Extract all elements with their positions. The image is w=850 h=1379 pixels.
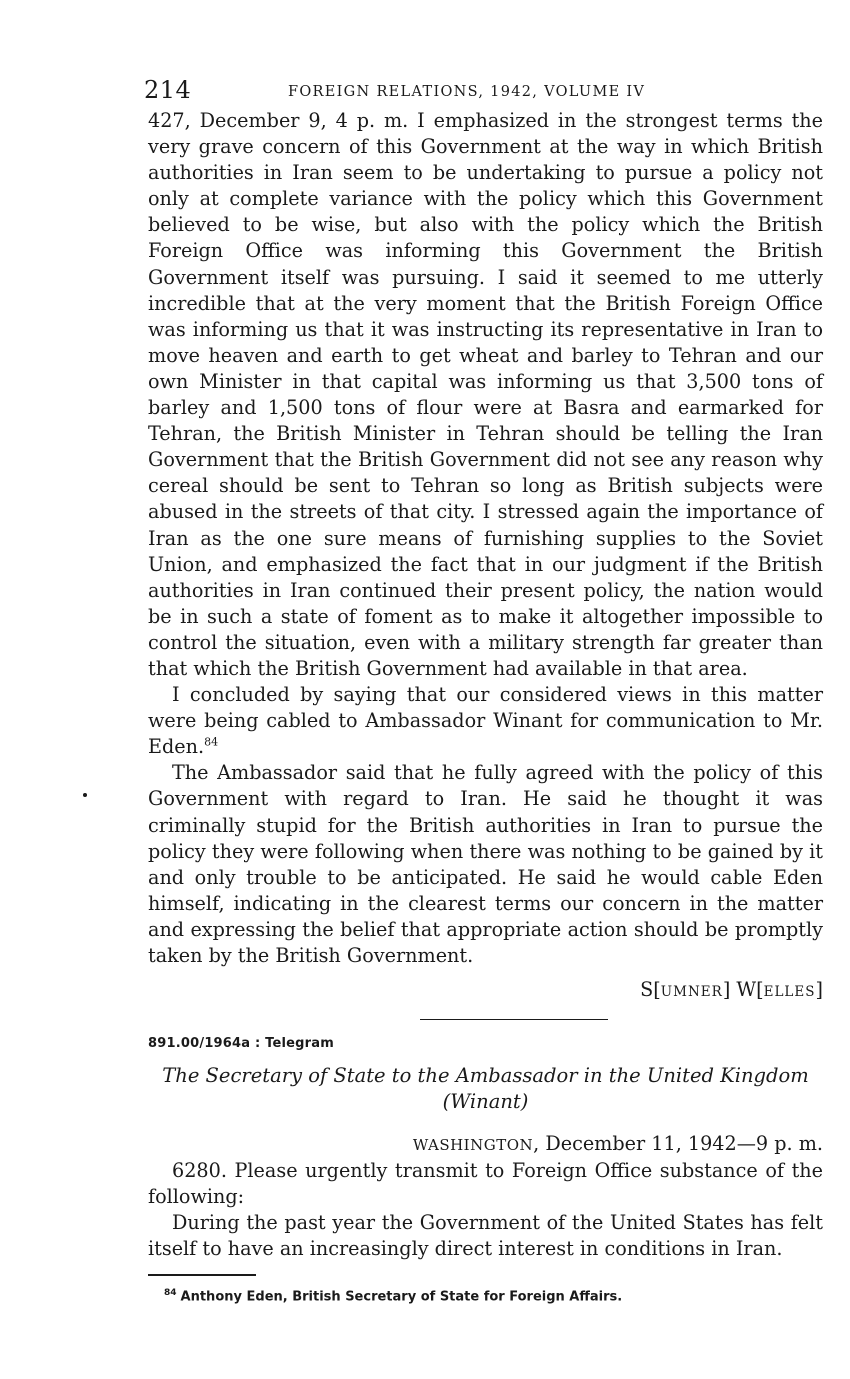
body-paragraph-2-text: I concluded by saying that our considered views in this matter were being cabled to Ambassador Winant for communication to Mr. Eden. — [148, 683, 823, 759]
document-title-line-1: The Secretary of State to the Ambassador in the United Kingdom — [162, 1064, 809, 1088]
footnote-reference: 84 — [204, 735, 219, 749]
telegram-paragraph-1: 6280. Please urgently transmit to Foreign Office substance of the following: — [148, 1159, 823, 1209]
file-reference: 891.00/1964a : Telegram — [148, 1036, 334, 1052]
document-title-line-2: (Winant) — [442, 1090, 529, 1114]
signature-part: ] — [815, 978, 823, 1002]
dateline — [148, 1131, 823, 1158]
signature-part: UMNER — [660, 984, 723, 1001]
footnote-rule — [148, 1274, 256, 1276]
document-title — [148, 1063, 823, 1115]
signature — [148, 977, 823, 1005]
footnote-mark: 84 — [164, 1288, 177, 1299]
page-number: 214 — [144, 76, 192, 104]
telegram-paragraph-2: During the past year the Government of the United States has felt itself to have an increasingly direct interest in conditions in Iran. — [148, 1211, 823, 1261]
signature-part: ELLES — [763, 984, 816, 1001]
signature-part: ] W[ — [722, 978, 764, 1002]
section-divider — [420, 1019, 608, 1020]
signature-part: S[ — [640, 978, 661, 1002]
running-head — [144, 74, 823, 108]
dateline-place: WASHINGTON — [412, 1136, 534, 1155]
footnote-text: Anthony Eden, British Secretary of State for Foreign Affairs. — [180, 1289, 623, 1305]
body-paragraph-3: The Ambassador said that he fully agreed with the policy of this Government with regard to Iran. He said he thought it was criminally stupid for the British authorities in Iran to pursue the policy they were following when there was nothing to be gained by it and only trouble to be anticipated. He said he would cable Eden himself, indicating in the clearest terms our concern in the matter and expressing the belief that appropriate action should be promptly taken by the British Government. — [148, 761, 823, 967]
body-paragraph-2 — [148, 682, 823, 760]
margin-mark — [83, 793, 87, 797]
footnote — [148, 1288, 823, 1304]
body-paragraph-1: 427, December 9, 4 p. m. I emphasized in the strongest terms the very grave concern of this Government at the way in which British authorities in Iran seem to be undertaking to pursue a policy not only at complete variance with the policy which this Government believed to be wise, but also with the policy which the British Foreign Office was informing this Government the British Government itself was pursuing. I said it seemed to me utterly incredible that at the very moment that the British Foreign Office was informing us that it was instructing its representative in Iran to move heaven and earth to get wheat and barley to Tehran and our own Minister in that capital was informing us that 3,500 tons of barley and 1,500 tons of flour were at Basra and earmarked for Tehran, the British Minister in Tehran should be telling the Iran Government that the British Government did not see any reason why cereal should be sent to Tehran so long as British subjects were abused in the streets of that city. I stressed again the importance of Iran as the one sure means of furnishing supplies to the Soviet Union, and emphasized the fact that in our judgment if the British authorities in Iran continued their present policy, the nation would be in such a state of foment as to make it altogether impossible to control the situation, even with a military strength far greater than that which the British Government had available in that area. — [148, 109, 823, 680]
document-page — [144, 74, 823, 1305]
running-title: FOREIGN RELATIONS, 1942, VOLUME IV — [288, 84, 646, 100]
dateline-date: , December 11, 1942—9 p. m. — [533, 1132, 823, 1156]
